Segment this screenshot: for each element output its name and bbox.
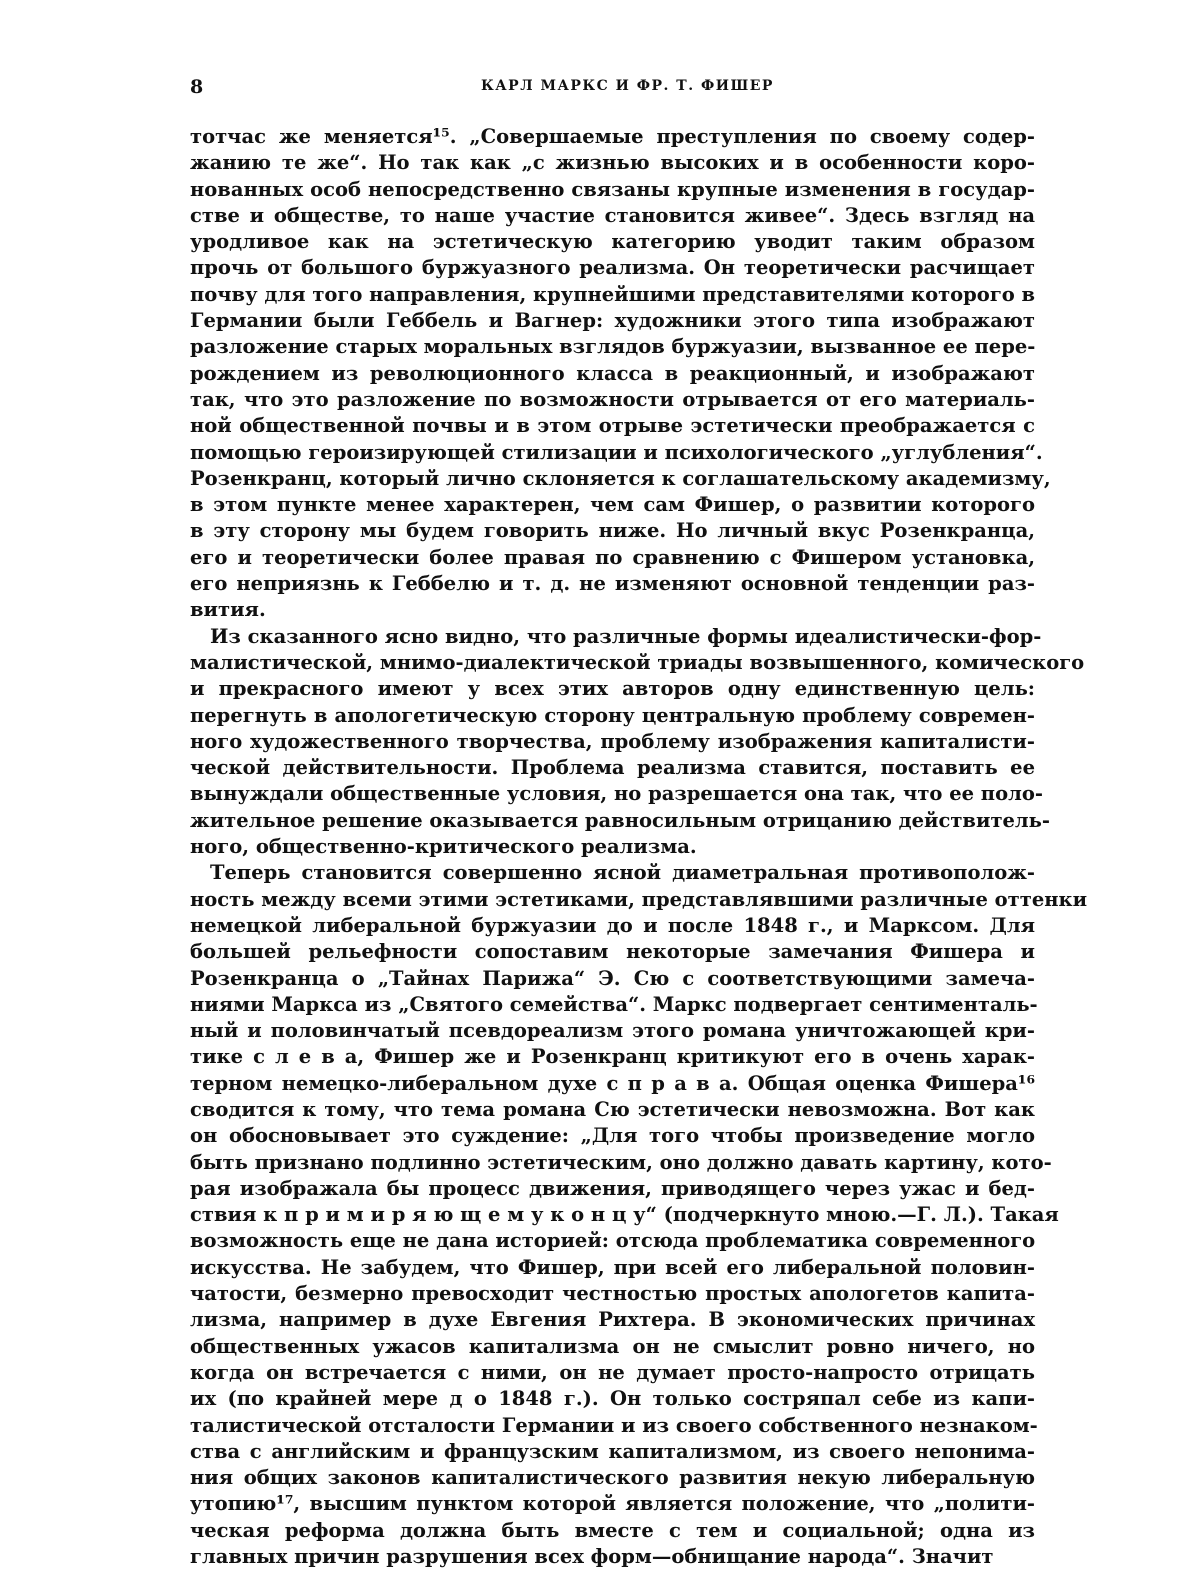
body-text: [190, 124, 1088, 1570]
text-line: в эту сторону мы будем говорить ниже. Но личный вкус Розенкранца,: [190, 519, 1035, 543]
text-line: рая изображала бы процесс движения, приводящего через ужас и бед-: [190, 1176, 1035, 1200]
text-line: так, что это разложение по возможности отрывается от его материаль-: [190, 387, 1035, 411]
text-line: Из сказанного ясно видно, что различные формы идеалистически-фор-: [210, 624, 1042, 648]
text-line: вития.: [190, 598, 266, 622]
text-line: большей рельефности сопоставим некоторые замечания Фишера и: [190, 940, 1035, 964]
text-line: и прекрасного имеют у всех этих авторов одну единственную цель:: [190, 677, 1035, 701]
text-line: нованных особ непосредственно связаны крупные изменения в государ-: [190, 177, 1035, 201]
text-line: когда он встречается с ними, он не думает просто-напросто отрицать: [190, 1360, 1035, 1384]
text-line: жанию те же“. Но так как „с жизнью высоких и в особенности коро-: [190, 151, 1035, 175]
text-line: ного художественного творчества, проблему изображения капиталисти-: [190, 729, 1035, 753]
text-line: общественных ужасов капитализма он не смыслит ровно ничего, но: [190, 1334, 1035, 1358]
text-line: ства с английским и французским капитализмом, из своего непонима-: [190, 1439, 1035, 1463]
paragraph: [190, 624, 1085, 861]
text-line: главных причин разрушения всех форм—обнищание народа“. Значит: [190, 1545, 994, 1569]
page-number: 8: [190, 76, 204, 98]
text-line: его и теоретически более правая по сравнению с Фишером установка,: [190, 545, 1035, 569]
text-line: утопию¹⁷, высшим пунктом которой является положение, что „полити-: [190, 1492, 1035, 1516]
running-title: КАРЛ МАРКС И ФР. Т. ФИШЕР: [481, 78, 774, 94]
text-line: Теперь становится совершенно ясной диаметральная противополож-: [210, 861, 1035, 885]
text-line: лизма, например в духе Евгения Рихтера. В экономических причинах: [190, 1308, 1035, 1332]
text-line: ниями Маркса из „Святого семейства“. Маркс подвергает сентименталь-: [190, 992, 1038, 1016]
text-line: Розенкранц, который лично склоняется к соглашательскому академизму,: [190, 466, 1051, 490]
text-line: прочь от большого буржуазного реализма. Он теоретически расчищает: [190, 256, 1035, 280]
running-head: [190, 76, 1035, 100]
text-line: ческой действительности. Проблема реализма ставится, поставить ее: [190, 756, 1035, 780]
text-line: стве и обществе, то наше участие становится живее“. Здесь взгляд на: [190, 203, 1035, 227]
text-line: помощью героизирующей стилизации и психологического „углубления“.: [190, 440, 1043, 464]
text-line: ствия к п р и м и р я ю щ е м у к о н ц у“ (подчеркнуто мною.—Г. Л.). Такая: [190, 1203, 1059, 1227]
text-line: рождением из революционного класса в реакционный, и изображают: [190, 361, 1035, 385]
text-line: почву для того направления, крупнейшими представителями которого в: [190, 282, 1036, 306]
text-line: жительное решение оказывается равносильным отрицанию действитель-: [190, 808, 1051, 832]
text-line: разложение старых моральных взглядов буржуазии, вызванное ее пере-: [190, 335, 1036, 359]
text-line: ность между всеми этими эстетиками, представлявшими различные оттенки: [190, 887, 1088, 911]
text-line: Розенкранца о „Тайнах Парижа“ Э. Сю с соответствующими замеча-: [190, 966, 1035, 990]
text-line: ного, общественно-критического реализма.: [190, 835, 697, 859]
text-line: чатости, безмерно превосходит честностью простых апологетов капита-: [190, 1282, 1035, 1306]
text-line: талистической отсталости Германии и из своего собственного незнаком-: [190, 1413, 1038, 1437]
text-line: быть признано подлинно эстетическим, оно должно давать картину, кото-: [190, 1150, 1052, 1174]
text-line: возможность еще не дана историей: отсюда проблематика современного: [190, 1229, 1036, 1253]
text-line: в этом пункте менее характерен, чем сам Фишер, о развитии которого: [190, 493, 1035, 517]
text-line: тике с л е в а, Фишер же и Розенкранц критикуют его в очень харак-: [190, 1045, 1035, 1069]
text-line: перегнуть в апологетическую сторону центральную проблему современ-: [190, 703, 1035, 727]
text-line: ния общих законов капиталистического развития некую либеральную: [190, 1466, 1035, 1490]
text-line: сводится к тому, что тема романа Сю эстетически невозможна. Вот как: [190, 1097, 1035, 1121]
text-line: тотчас же меняется¹⁵. „Совершаемые преступления по своему содер-: [190, 125, 1035, 148]
paragraph: [190, 124, 1051, 624]
text-line: он обосновывает это суждение: „Для того чтобы произведение могло: [190, 1124, 1035, 1148]
text-line: ческая реформа должна быть вместе с тем и социальной; одна из: [190, 1518, 1035, 1542]
paragraph: [190, 860, 1088, 1570]
text-line: его неприязнь к Геббелю и т. д. не изменяют основной тенденции раз-: [190, 572, 1035, 596]
text-line: ной общественной почвы и в этом отрыве эстетически преображается с: [190, 414, 1035, 438]
text-line: малистической, мнимо-диалектической триады возвышенного, комического: [190, 650, 1085, 674]
text-line: уродливое как на эстетическую категорию уводит таким образом: [190, 230, 1035, 254]
text-line: немецкой либеральной буржуазии до и после 1848 г., и Марксом. Для: [190, 913, 1035, 937]
text-line: Германии были Геббель и Вагнер: художники этого типа изображают: [190, 309, 1035, 333]
text-line: искусства. Не забудем, что Фишер, при всей его либеральной половин-: [190, 1255, 1035, 1279]
text-line: терном немецко-либеральном духе с п р а в а. Общая оценка Фишера¹⁶: [190, 1071, 1035, 1095]
text-line: их (по крайней мере д о 1848 г.). Он только состряпал себе из капи-: [190, 1387, 1035, 1411]
text-line: вынуждали общественные условия, но разрешается она так, что ее поло-: [190, 782, 1043, 806]
text-line: ный и половинчатый псевдореализм этого романа уничтожающей кри-: [190, 1019, 1035, 1043]
